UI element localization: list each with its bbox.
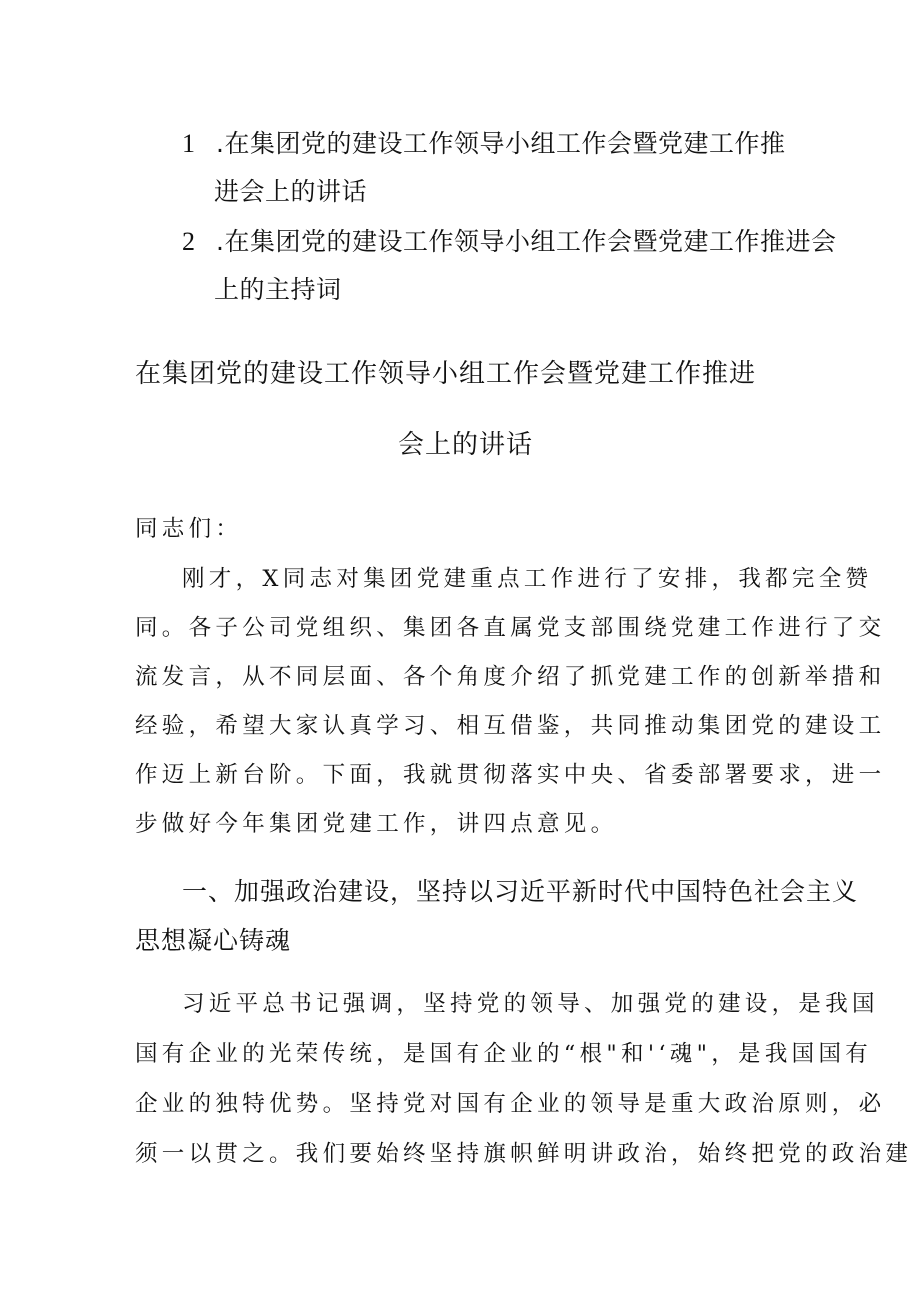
section-paragraph-line: 习近平总书记强调，坚持党的领导、加强党的建设，是我国 bbox=[182, 991, 879, 1017]
section-heading-line-1: 一、加强政治建设，坚持以习近平新时代中国特色社会主义 bbox=[182, 877, 859, 906]
intro-line: 步做好今年集团党建工作，讲四点意见。 bbox=[135, 811, 618, 837]
intro-line: 经验，希望大家认真学习、相互借鉴，共同推动集团党的建设工 bbox=[135, 713, 886, 739]
toc-item-text: .在集团党的建设工作领导小组工作会暨党建工作推 bbox=[216, 129, 786, 158]
intro-line: 作迈上新台阶。下面，我就贯彻落实中央、省委部署要求，进一 bbox=[135, 762, 886, 788]
toc-item-text: .在集团党的建设工作领导小组工作会暨党建工作推进会 bbox=[216, 227, 837, 256]
toc-item-1 bbox=[182, 124, 785, 160]
document-title-line-1: 在集团党的建设工作领导小组工作会暨党建工作推进 bbox=[135, 359, 757, 389]
section-heading-line-2: 思想凝心铸魂 bbox=[135, 926, 292, 955]
toc-item-2 bbox=[182, 222, 836, 258]
section-paragraph-line: 国有企业的光荣传统，是国有企业的“根"和'‘魂"，是我国国有 bbox=[135, 1041, 873, 1067]
toc-item-2-continuation: 上的主持词 bbox=[214, 275, 342, 304]
intro-line: 刚才，X同志对集团党建重点工作进行了安排，我都完全赞 bbox=[182, 566, 873, 592]
toc-item-number: 1 bbox=[182, 129, 196, 158]
toc-item-number: 2 bbox=[182, 227, 196, 256]
intro-line: 流发言，从不同层面、各个角度介绍了抓党建工作的创新举措和 bbox=[135, 664, 886, 690]
section-paragraph-line: 企业的独特优势。坚持党对国有企业的领导是重大政治原则，必 bbox=[135, 1091, 886, 1117]
salutation: 同志们： bbox=[135, 516, 243, 542]
toc-item-1-continuation: 进会上的讲话 bbox=[214, 177, 368, 206]
document-title-line-2: 会上的讲话 bbox=[398, 430, 534, 460]
section-paragraph-line: 须一以贯之。我们要始终坚持旗帜鲜明讲政治，始终把党的政治建 bbox=[135, 1141, 913, 1167]
intro-line: 同。各子公司党组织、集团各直属党支部围绕党建工作进行了交 bbox=[135, 615, 886, 641]
